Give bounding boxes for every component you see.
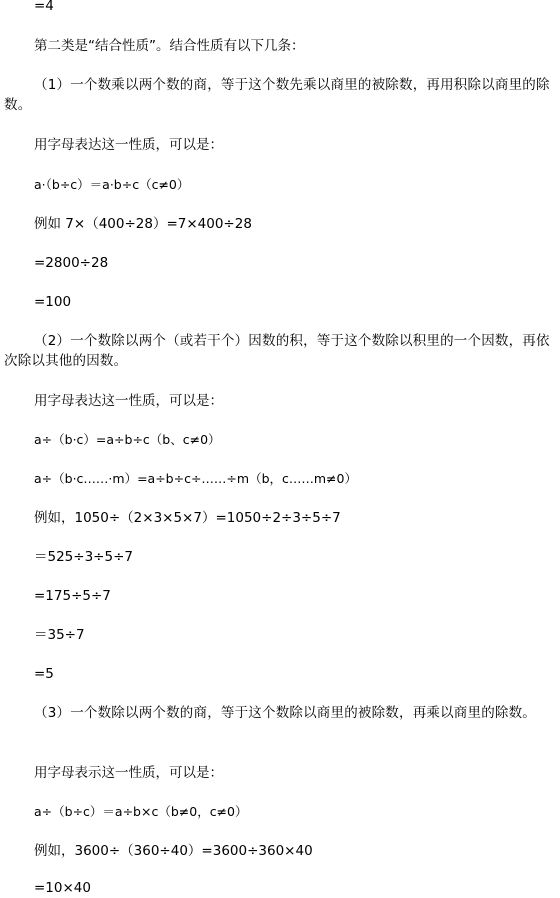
formula-line: a÷（b·c……·m）=a÷b÷c÷……÷m（b，c……m≠0） <box>34 471 357 486</box>
section-heading: 第二类是“结合性质”。结合性质有以下几条： <box>34 38 305 54</box>
result-line: =4 <box>34 0 54 14</box>
calc-step: =10×40 <box>34 880 91 896</box>
calc-step: ＝35÷7 <box>34 627 85 643</box>
calc-step: =175÷5÷7 <box>34 588 111 604</box>
letter-expression-intro: 用字母表达这一性质，可以是： <box>34 393 223 409</box>
calc-step: ＝525÷3÷5÷7 <box>34 549 133 565</box>
letter-expression-intro: 用字母表示这一性质，可以是： <box>34 765 223 781</box>
calc-step: =2800÷28 <box>34 255 109 271</box>
property-3-text: （3）一个数除以两个数的商，等于这个数除以商里的被除数，再乘以商里的除数。 <box>34 705 536 721</box>
letter-expression-intro: 用字母表达这一性质，可以是： <box>34 137 223 153</box>
example-line: 例如 7×（400÷28）=7×400÷28 <box>34 216 252 232</box>
calc-step: =5 <box>34 666 54 682</box>
calc-step: =100 <box>34 294 72 310</box>
formula-line: a÷（b÷c）＝a÷b×c（b≠0，c≠0） <box>34 804 248 819</box>
property-1-text: （1）一个数乘以两个数的商，等于这个数先乘以商里的被除数，再用积除以商里的除数。 <box>4 77 550 113</box>
example-line: 例如，3600÷（360÷40）=3600÷360×40 <box>34 843 313 859</box>
property-2-text: （2）一个数除以两个（或若干个）因数的积，等于这个数除以积里的一个因数，再依次除以其他的因数。 <box>4 333 550 369</box>
example-line: 例如，1050÷（2×3×5×7）=1050÷2÷3÷5÷7 <box>34 510 341 526</box>
formula-line: a·（b÷c）＝a·b÷c（c≠0） <box>34 177 190 192</box>
formula-line: a÷（b·c）=a÷b÷c（b、c≠0） <box>34 432 221 447</box>
